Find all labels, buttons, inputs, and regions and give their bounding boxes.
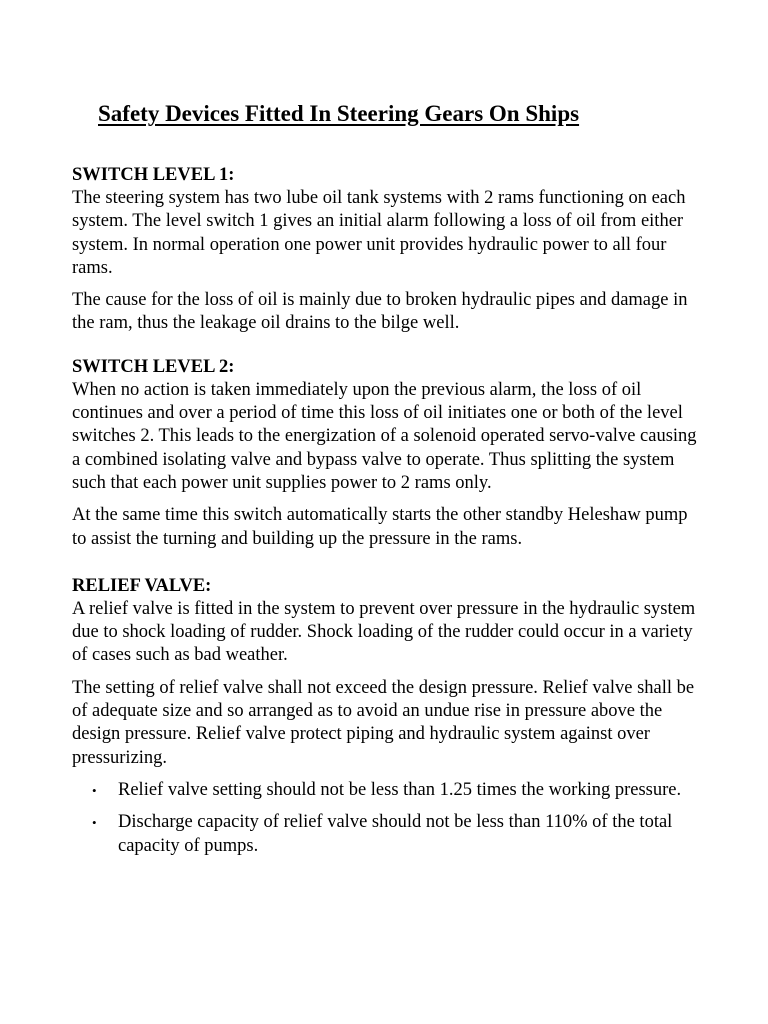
paragraph: The steering system has two lube oil tank systems with 2 rams functioning on each system. The level switch 1 gives an initial alarm following a loss of oil from either system. In normal operation one power unit provides hydraulic power to all four rams.: [72, 188, 686, 278]
section-heading: SWITCH LEVEL 2:: [72, 356, 235, 377]
paragraph: A relief valve is fitted in the system to prevent over pressure in the hydraulic system due to shock loading of rudder. Shock loading of the rudder could occur in a variety of cases such as bad weather.: [72, 598, 696, 666]
paragraph: At the same time this switch automatically starts the other standby Heleshaw pump to assist the turning and building up the pressure in the rams.: [72, 505, 688, 549]
section-relief-valve: [72, 574, 702, 858]
paragraph: The cause for the loss of oil is mainly due to broken hydraulic pipes and damage in the ram, thus the leakage oil drains to the bilge well.: [72, 290, 688, 334]
document-body: [72, 163, 702, 867]
bullet-list: [72, 779, 702, 858]
section-heading: SWITCH LEVEL 1:: [72, 165, 235, 185]
bullet-item: [72, 811, 702, 858]
page-title: Safety Devices Fitted In Steering Gears On Ships: [98, 101, 580, 126]
section-switch-level-2: [72, 355, 702, 551]
section-spacer: [72, 345, 702, 355]
bullet-icon: •: [92, 815, 97, 831]
bullet-text: Relief valve setting should not be less than 1.25 times the working pressure.: [118, 779, 682, 800]
section-spacer: [72, 560, 702, 574]
section-switch-level-1: [72, 163, 702, 336]
bullet-text: Discharge capacity of relief valve should not be less than 110% of the total capacity of pumps.: [118, 812, 673, 856]
paragraph: When no action is taken immediately upon the previous alarm, the loss of oil continues and over a period of time this loss of oil initiates one or both of the level switches 2. This leads to the energization of a solenoid operated servo-valve causing a combined isolating valve and bypass valve to operate. Thus splitting the system such that each power unit supplies power to 2 rams only.: [72, 379, 697, 493]
paragraph: The setting of relief valve shall not exceed the design pressure. Relief valve shall be of adequate size and so arranged as to avoid an undue rise in pressure above the design pressure. Relief valve protect piping and hydraulic system against over pressurizing.: [72, 677, 695, 768]
section-heading: RELIEF VALVE:: [72, 575, 212, 596]
bullet-item: [72, 779, 702, 802]
bullet-icon: •: [92, 782, 97, 798]
